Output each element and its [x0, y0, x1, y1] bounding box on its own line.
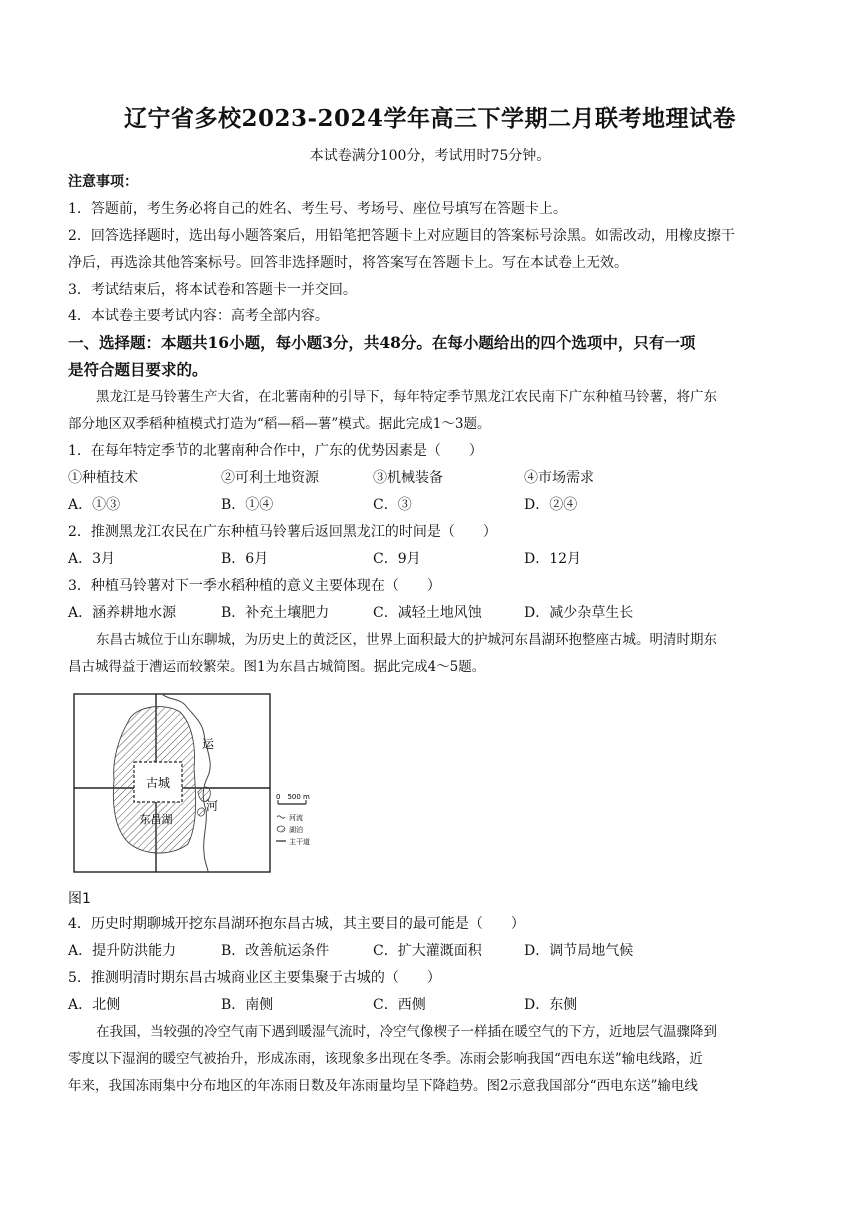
- answer-option: D．12月: [524, 551, 582, 567]
- small-lake: [198, 808, 205, 816]
- question-stem: 4．历史时期聊城开挖东昌湖环抱东昌古城，其主要目的最可能是（ ）: [68, 916, 525, 932]
- passage-text: 部分地区双季稻种植模式打造为“稻—稻—薯”模式。据此完成1～3题。: [68, 416, 491, 432]
- canal-label: 运: [202, 737, 215, 751]
- answer-option: A．北侧: [68, 997, 121, 1013]
- scale-label: 0 500 m: [276, 793, 310, 801]
- answer-option: D．减少杂草生长: [524, 605, 634, 621]
- factor-item: ①种植技术: [68, 470, 138, 486]
- answer-option: C．9月: [373, 551, 421, 567]
- passage-text: 黑龙江是马铃薯生产大省，在北薯南种的引导下，每年特定季节黑龙江农民南下广东种植马铃薯，将广东: [96, 389, 717, 405]
- answer-option: D．②④: [524, 497, 578, 513]
- answer-option: B．6月: [221, 551, 269, 567]
- factor-item: ②可利土地资源: [221, 470, 319, 486]
- passage-text: 零度以下湿润的暖空气被抬升，形成冻雨，该现象多出现在冬季。冻雨会影响我国“西电东送”输电线路，近: [68, 1051, 703, 1067]
- question-stem: 2．推测黑龙江农民在广东种植马铃薯后返回黑龙江的时间是（ ）: [68, 524, 497, 540]
- note-item: 4．本试卷主要考试内容：高考全部内容。: [68, 308, 329, 324]
- answer-option: D．调节局地气候: [524, 943, 634, 959]
- passage-text: 昌古城得益于漕运而较繁荣。图1为东昌古城简图。据此完成4～5题。: [68, 659, 486, 675]
- legend-river-label: 河流: [289, 814, 303, 822]
- answer-option: B．南侧: [221, 997, 274, 1013]
- note-item: 1．答题前，考生务必将自己的姓名、考生号、考场号、座位号填写在答题卡上。: [68, 201, 567, 217]
- answer-option: C．西侧: [373, 997, 426, 1013]
- exam-title: 辽宁省多校2023-2024学年高三下学期二月联考地理试卷: [123, 105, 737, 132]
- legend-lake-symbol: [277, 826, 285, 832]
- answer-option: C．扩大灌溉面积: [373, 943, 482, 959]
- answer-option: B．①④: [221, 497, 274, 513]
- note-item: 2．回答选择题时，选出每小题答案后，用铅笔把答题卡上对应题目的答案标号涂黑。如需改动，用橡皮擦干: [68, 228, 735, 244]
- question-stem: 5．推测明清时期东昌古城商业区主要集聚于古城的（ ）: [68, 970, 441, 986]
- question-stem: 1．在每年特定季节的北薯南种合作中，广东的优势因素是（ ）: [68, 443, 483, 459]
- answer-option: D．东侧: [524, 997, 578, 1013]
- note-item: 3．考试结束后，将本试卷和答题卡一并交回。: [68, 282, 357, 298]
- note-item: 净后，再选涂其他答案标号。回答非选择题时，将答案写在答题卡上。写在本试卷上无效。: [68, 255, 628, 271]
- legend-road-label: 主干道: [289, 838, 310, 846]
- section-heading-cont: 是符合题目要求的。: [68, 360, 208, 379]
- answer-option: B．改善航运条件: [221, 943, 330, 959]
- ancient-city-map: [68, 684, 338, 878]
- lake-label: 东昌湖: [139, 813, 173, 826]
- answer-option: A．3月: [68, 551, 116, 567]
- canal-label: 河: [206, 799, 219, 813]
- answer-option: B．补充土壤肥力: [221, 605, 330, 621]
- passage-text: 东昌古城位于山东聊城，为历史上的黄泛区，世界上面积最大的护城河东昌湖环抱整座古城。明清时期东: [96, 632, 717, 648]
- answer-option: C．③: [373, 497, 412, 513]
- exam-subtitle: 本试卷满分100分，考试用时75分钟。: [309, 148, 551, 164]
- factor-item: ③机械装备: [373, 470, 443, 486]
- answer-option: A．①③: [68, 497, 121, 513]
- section-heading: 一、选择题：本题共16小题，每小题3分，共48分。在每小题给出的四个选项中，只有一项: [68, 333, 696, 352]
- notes-heading: 注意事项：: [68, 174, 138, 190]
- passage-text: 年来，我国冻雨集中分布地区的年冻雨日数及年冻雨量均呈下降趋势。图2示意我国部分“西电东送”输电线: [68, 1078, 698, 1094]
- answer-option: A．提升防洪能力: [68, 943, 177, 959]
- answer-option: A．涵养耕地水源: [68, 605, 177, 621]
- ancient-city-label: 古城: [145, 776, 171, 790]
- answer-option: C．减轻土地风蚀: [373, 605, 482, 621]
- figure-caption: 图1: [68, 891, 91, 907]
- question-stem: 3．种植马铃薯对下一季水稻种植的意义主要体现在（ ）: [68, 578, 441, 594]
- passage-text: 在我国，当较强的冷空气南下遇到暖湿气流时，冷空气像楔子一样插在暖空气的下方，近地层气温骤降到: [96, 1024, 717, 1040]
- legend-lake-label: 湖泊: [289, 826, 303, 834]
- legend-river-symbol: [277, 816, 285, 818]
- factor-item: ④市场需求: [524, 470, 594, 486]
